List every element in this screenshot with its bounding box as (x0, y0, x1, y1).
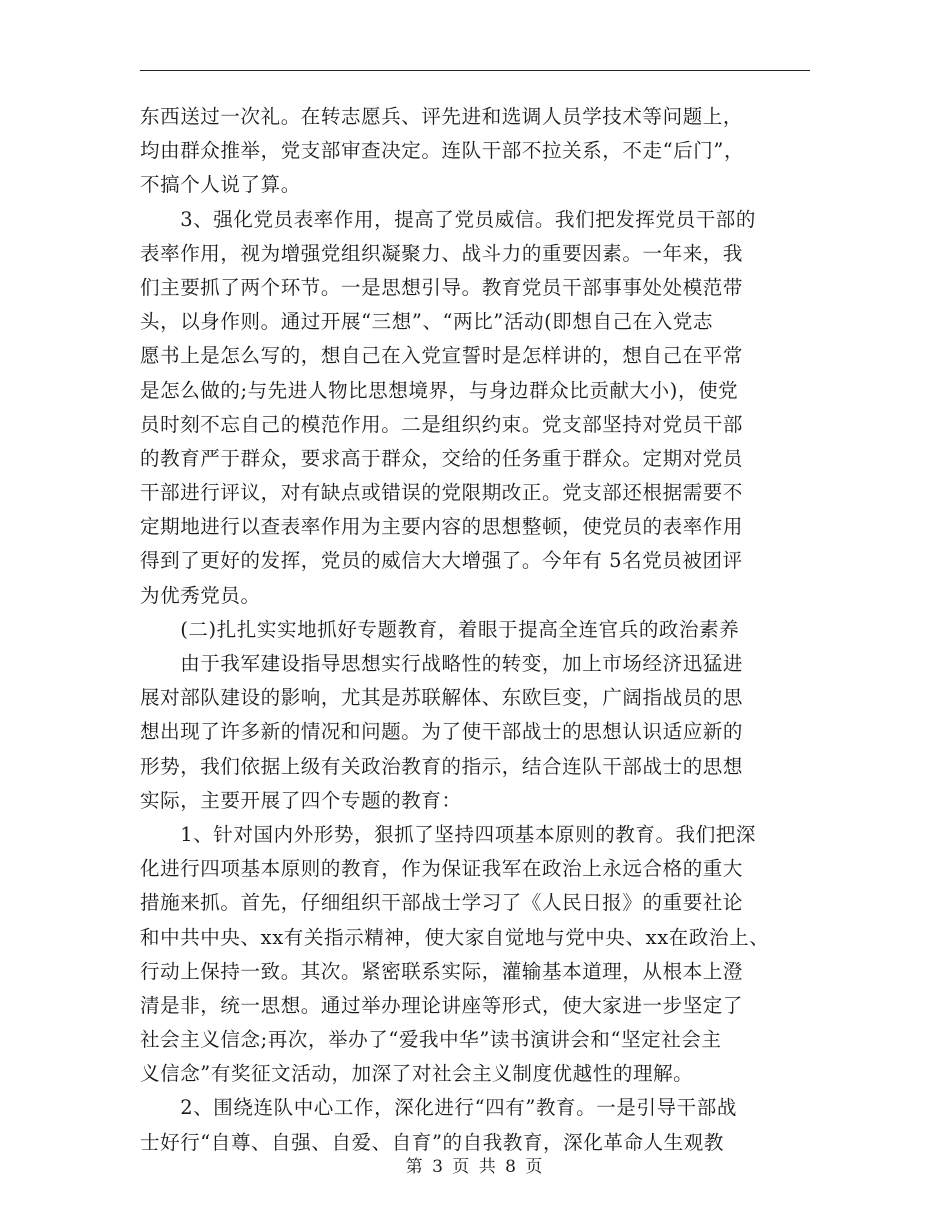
document-body (140, 100, 810, 1160)
header-rule (140, 70, 810, 71)
text-line: 定期地进行以查表率作用为主要内容的思想整顿，使党员的表率作用 (140, 515, 744, 539)
text-line: 社会主义信念;再次，举办了“爱我中华”读书演讲会和“坚定社会主 (140, 1028, 722, 1052)
text-line: 措施来抓。首先，仔细组织干部战士学习了《人民日报》的重要社论 (140, 891, 744, 915)
text-line: 1、针对国内外形势，狠抓了坚持四项基本原则的教育。我们把深 (140, 822, 757, 846)
text-line: 想出现了许多新的情况和问题。为了使干部战士的思想认识适应新的 (140, 720, 744, 744)
text-line: 实际，主要开展了四个专题的教育： (140, 788, 462, 812)
text-line: 士好行“自尊、自强、自爱、自育”的自我教育，深化革命人生观教 (140, 1130, 724, 1154)
text-line: 们主要抓了两个环节。一是思想引导。教育党员干部事事处处模范带 (140, 275, 744, 299)
text-line: 不搞个人说了算。 (140, 173, 301, 197)
text-line: 2、围绕连队中心工作，深化进行“四有”教育。一是引导干部战 (140, 1096, 737, 1120)
text-line: 由于我军建设指导思想实行战略性的转变，加上市场经济迅猛进 (140, 652, 744, 675)
text-line: 表率作用，视为增强党组织凝聚力、战斗力的重要因素。一年来，我 (140, 241, 744, 265)
text-line: 员时刻不忘自己的模范作用。二是组织约束。党支部坚持对党员干部 (140, 412, 744, 436)
text-line: 干部进行评议，对有缺点或错误的党限期改正。党支部还根据需要不 (140, 481, 744, 505)
text-line: 义信念”有奖征文活动，加深了对社会主义制度优越性的理解。 (140, 1062, 694, 1086)
text-line: 清是非，统一思想。通过举办理论讲座等形式，使大家进一步坚定了 (140, 993, 744, 1017)
text-line: 形势，我们依据上级有关政治教育的指示，结合连队干部战士的思想 (140, 754, 744, 778)
text-line: 头，以身作则。通过开展“三想”、“两比”活动(即想自己在入党志 (140, 310, 714, 334)
text-line: 的教育严于群众，要求高于群众，交给的任务重于群众。定期对党员 (140, 446, 744, 470)
text-line: 和中共中央、xx有关指示精神，使大家自觉地与党中央、xx在政治上、 (140, 925, 770, 949)
text-line: 为优秀党员。 (140, 583, 261, 607)
text-line: 化进行四项基本原则的教育，作为保证我军在政治上永远合格的重大 (140, 857, 744, 881)
text-line: 3、强化党员表率作用，提高了党员威信。我们把发挥党员干部的 (140, 207, 757, 231)
text-line: 是怎么做的;与先进人物比思想境界，与身边群众比贡献大小)，使党 (140, 378, 739, 402)
text-line: 得到了更好的发挥，党员的威信大大增强了。今年有 5名党员被团评 (140, 549, 743, 573)
text-line: 展对部队建设的影响，尤其是苏联解体、东欧巨变，广阔指战员的思 (140, 686, 744, 710)
section-heading: (二)扎扎实实地抓好专题教育，着眼于提高全连官兵的政治素养 (140, 617, 740, 641)
page-number: 第 3 页 共 8 页 (405, 1157, 545, 1177)
text-line: 均由群众推举，党支部审查决定。连队干部不拉关系，不走“后门”， (140, 139, 745, 163)
text-line: 东西送过一次礼。在转志愿兵、评先进和选调人员学技术等问题上， (140, 105, 744, 128)
text-line: 愿书上是怎么写的，想自己在入党宣誓时是怎样讲的，想自己在平常 (140, 344, 744, 368)
text-line: 行动上保持一致。其次。紧密联系实际，灌输基本道理，从根本上澄 (140, 959, 744, 983)
